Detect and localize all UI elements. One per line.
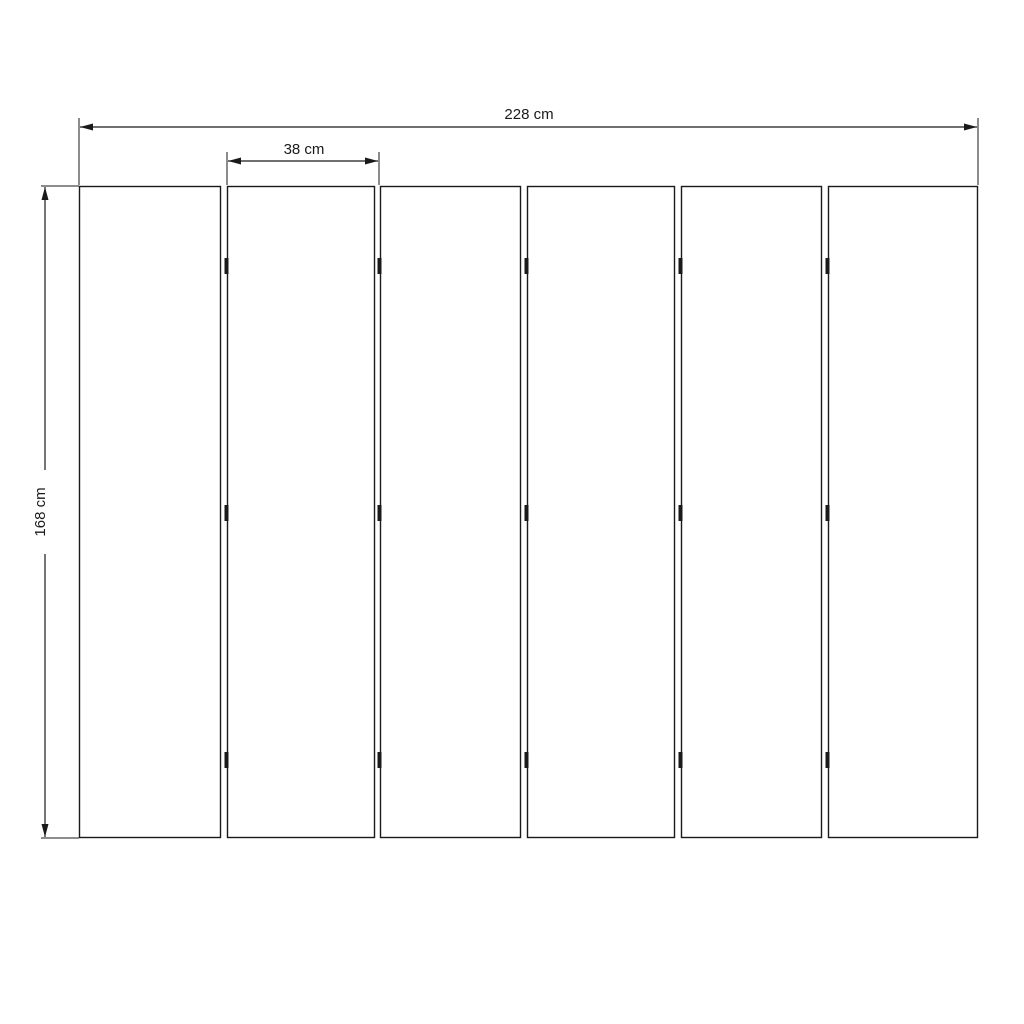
hinge-icon	[525, 505, 529, 521]
total-width-label: 228 cm	[504, 106, 554, 123]
panel-5[interactable]	[682, 187, 822, 838]
hinge-icon	[378, 258, 382, 274]
height-label: 168 cm	[32, 487, 49, 537]
hinge-icon	[378, 752, 382, 768]
total-width-dimension	[79, 103, 978, 185]
arrow-right-icon	[365, 158, 378, 165]
panel-3[interactable]	[381, 187, 521, 838]
hinge-icon	[225, 258, 229, 274]
hinge-icon	[826, 258, 830, 274]
panel-width-label: 38 cm	[283, 141, 325, 158]
arrow-up-icon	[42, 187, 49, 200]
panel-2[interactable]	[228, 187, 375, 838]
height-dimension	[32, 186, 79, 838]
hinge-icon	[525, 752, 529, 768]
hinge-icon	[225, 752, 229, 768]
panel-width-dimension	[227, 138, 379, 185]
hinge-icon	[826, 752, 830, 768]
hinge-icon	[225, 505, 229, 521]
arrow-right-icon	[964, 124, 977, 131]
hinge-icon	[525, 258, 529, 274]
panel-6[interactable]	[829, 187, 978, 838]
panel-4[interactable]	[528, 187, 675, 838]
hinge-icon	[826, 505, 830, 521]
panel-1[interactable]	[80, 187, 221, 838]
arrow-left-icon	[228, 158, 241, 165]
arrow-down-icon	[42, 824, 49, 837]
arrow-left-icon	[80, 124, 93, 131]
hinge-icon	[378, 505, 382, 521]
hinge-icon	[679, 752, 683, 768]
hinge-icon	[679, 258, 683, 274]
hinge-icon	[679, 505, 683, 521]
